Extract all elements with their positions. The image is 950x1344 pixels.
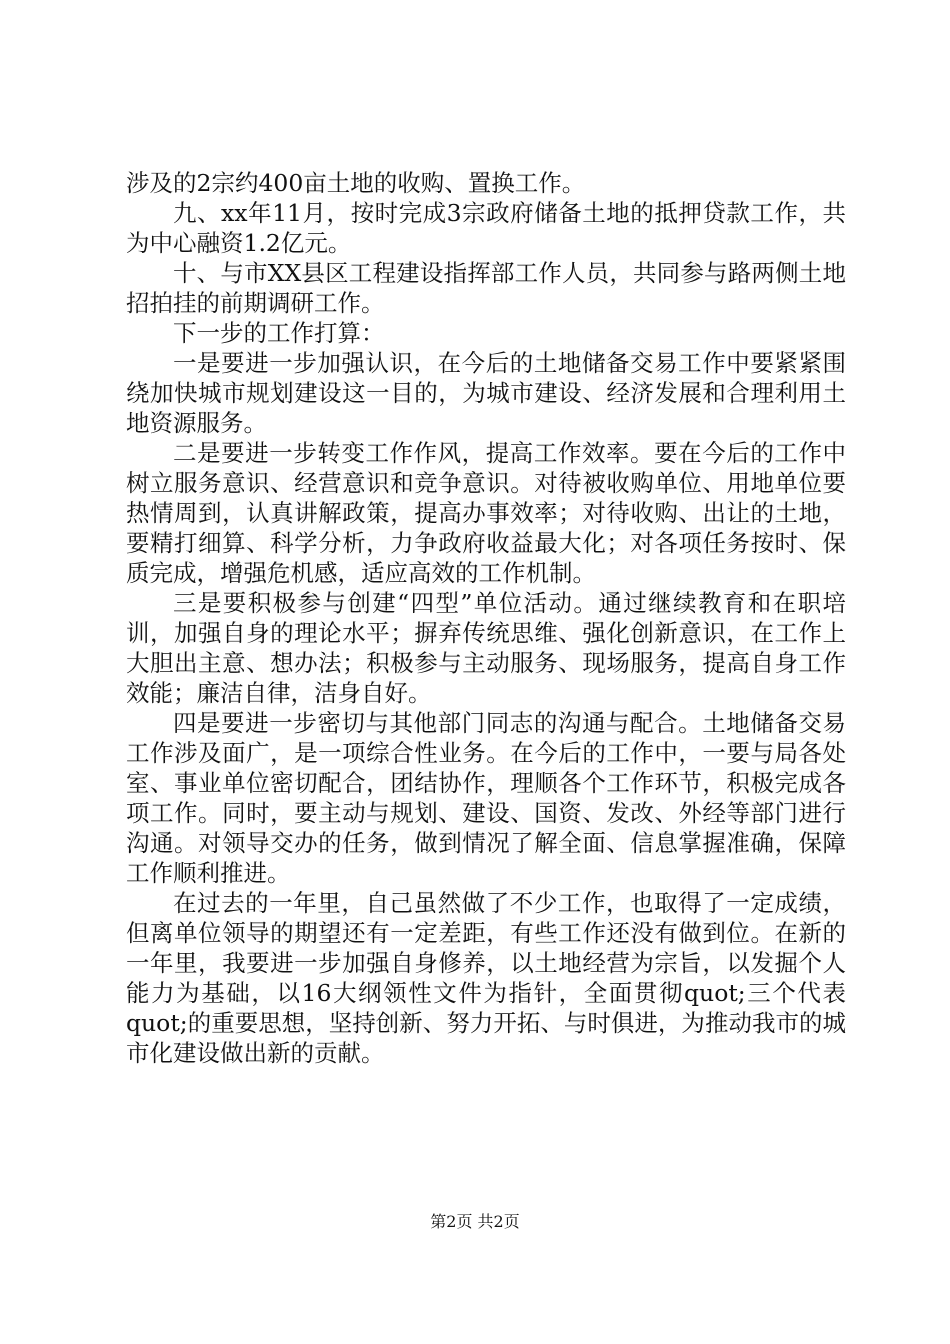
paragraph-9: 在过去的一年里，自己虽然做了不少工作，也取得了一定成绩，但离单位领导的期望还有一定差距，有些工作还没有做到位。在新的一年里，我要进一步加强自身修养，以土地经营为宗旨，以发掘个人能力为基础，以16大纲领性文件为指针，全面贯彻quot;三个代表quot;的重要思想，坚持创新、努力开拓、与时俱进，为推动我市的城市化建设做出新的贡献。 xyxy=(126,889,846,1067)
page-footer: 第2页 共2页 xyxy=(430,1212,520,1231)
document-body xyxy=(126,168,846,1068)
paragraph-8: 四是要进一步密切与其他部门同志的沟通与配合。土地储备交易工作涉及面广，是一项综合性业务。在今后的工作中，一要与局各处室、事业单位密切配合，团结协作，理顺各个工作环节，积极完成各项工作。同时，要主动与规划、建设、国资、发改、外经等部门进行沟通。对领导交办的任务，做到情况了解全面、信息掌握准确，保障工作顺利推进。 xyxy=(126,709,846,887)
paragraph-7: 三是要积极参与创建“四型”单位活动。通过继续教育和在职培训，加强自身的理论水平；摒弃传统思维、强化创新意识，在工作上大胆出主意、想办法；积极参与主动服务、现场服务，提高自身工作效能；廉洁自律，洁身自好。 xyxy=(126,589,846,707)
paragraph-3: 十、与市XX县区工程建设指挥部工作人员，共同参与路两侧土地招拍挂的前期调研工作。 xyxy=(126,259,846,317)
paragraph-5: 一是要进一步加强认识，在今后的土地储备交易工作中要紧紧围绕加快城市规划建设这一目的，为城市建设、经济发展和合理利用土地资源服务。 xyxy=(126,349,846,437)
paragraph-1: 涉及的2宗约400亩土地的收购、置换工作。 xyxy=(126,169,586,197)
paragraph-2: 九、xx年11月，按时完成3宗政府储备土地的抵押贷款工作，共为中心融资1.2亿元。 xyxy=(126,199,846,257)
paragraph-6: 二是要进一步转变工作作风，提高工作效率。要在今后的工作中树立服务意识、经营意识和竞争意识。对待被收购单位、用地单位要热情周到，认真讲解政策，提高办事效率；对待收购、出让的土地，要精打细算、科学分析，力争政府收益最大化；对各项任务按时、保质完成，增强危机感，适应高效的工作机制。 xyxy=(126,439,846,587)
paragraph-4: 下一步的工作打算： xyxy=(173,319,385,347)
